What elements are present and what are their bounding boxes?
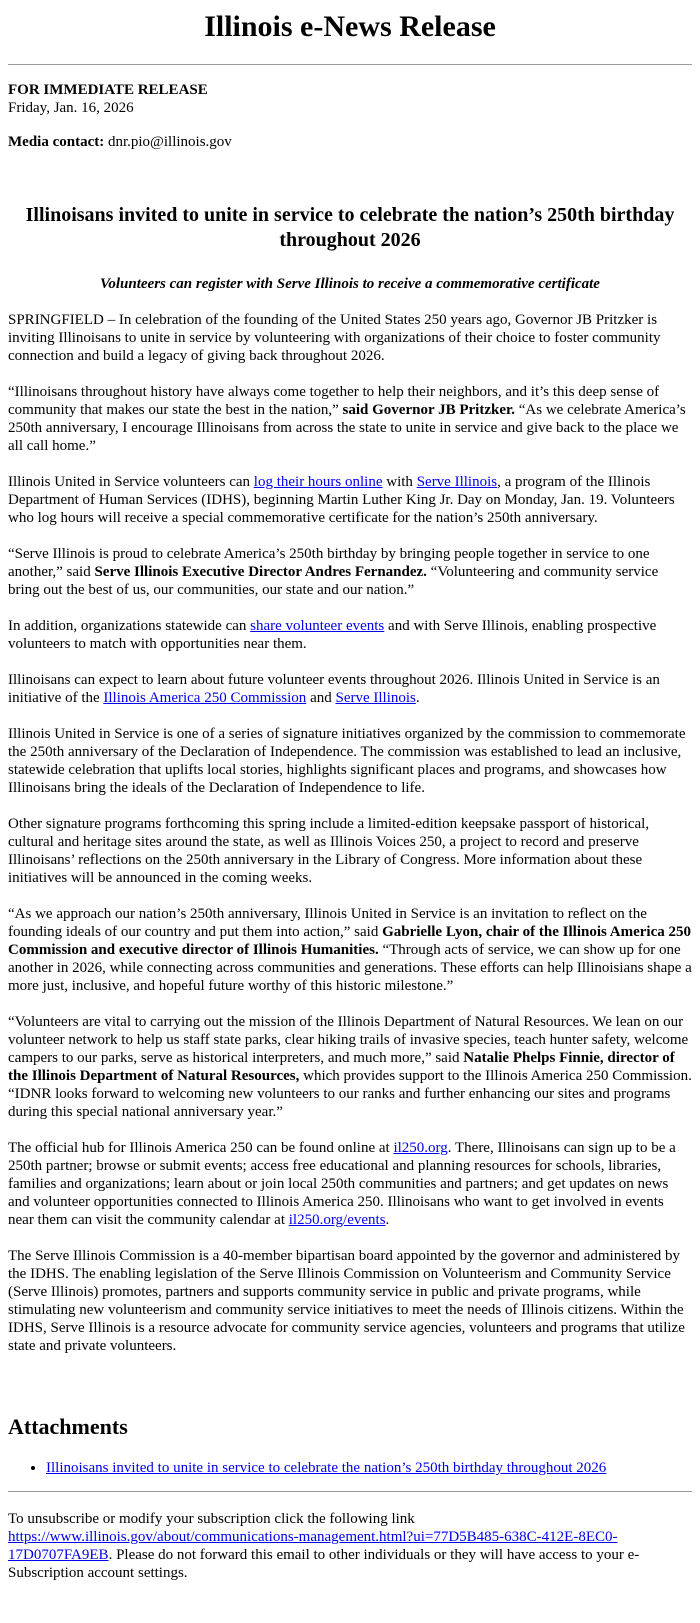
paragraph-text: The official hub for Illinois America 250 can be found online at: [8, 1140, 390, 1156]
release-meta: [8, 81, 692, 151]
quote-text: “As we approach our nation’s 250th anniversary, Illinois United in Service is an invitation to reflect on the founding ideals of our country and put them into action,” said: [8, 906, 647, 940]
paragraph-9: [8, 905, 692, 995]
paragraph-7: Illinois United in Service is one of a series of signature initiatives organized by the commission to commemorate the 250th anniversary of the Declaration of Independence. The commission was established to lead an inclusive, statewide celebration that uplifts local stories, highlights significant places and programs, and showcases how Illinoisans bring the ideals of the Declaration of Independence to life.: [8, 726, 686, 796]
paragraph-10: [8, 1013, 692, 1121]
quote-text: “Illinoisans throughout history have always come together to help their neighbors, and it’s this deep sense of community that makes our state the best in the nation,”: [8, 384, 660, 418]
release-label: FOR IMMEDIATE RELEASE: [8, 82, 208, 98]
article-subhead: Volunteers can register with Serve Illinois to receive a commemorative certificate: [100, 276, 600, 292]
paragraph-4: [8, 545, 692, 599]
paragraph-8: Other signature programs forthcoming this spring include a limited-edition keepsake passport of historical, cultural and heritage sites around the state, as well as Illinois Voices 250, a project to record and preserve Illinoisans’ reflections on the 250th anniversary in the Library of Congress. More information about these initiatives will be announced in the coming weeks.: [8, 816, 650, 886]
paragraph-text: with: [386, 474, 413, 490]
footer: [8, 1510, 692, 1582]
quote-text: “Through acts of service, we can show up for one another in 2026, while connecting across communities and generations. These efforts can help Illinoisians shape a more just, inclusive, and hopeful future worthy of this historic milestone.”: [8, 942, 692, 994]
paragraph-2: [8, 383, 692, 455]
attachment-link[interactable]: Illinoisans invited to unite in service to celebrate the nation’s 250th birthday throughout 2026: [46, 1460, 607, 1476]
unsubscribe-link[interactable]: https://www.illinois.gov/about/communications-management.html?ui=77D5B485-638C-412E-8EC0-17D0707FA9EB: [8, 1529, 618, 1563]
quote-text: “Volunteers are vital to carrying out the mission of the Illinois Department of Natural Resources. We lean on our volunteer network to help us staff state parks, clear hiking trails of invasive species, teach hunter safety, welcome campers to our parks, serve as historical interpreters, and much more,” said: [8, 1014, 689, 1066]
il250-events-link[interactable]: il250.org/events: [288, 1212, 386, 1228]
paragraph-text: In addition, organizations statewide can: [8, 618, 247, 634]
paragraph-text: , a program of the Illinois Department of Human Services (IDHS), beginning Martin Luther King Jr. Day on Monday, Jan. 19. Volunteers who log hours will receive a special commemorative certificate for the nation’s 250th anniversary.: [8, 474, 675, 526]
paragraph-1: SPRINGFIELD – In celebration of the founding of the United States 250 years ago, Governor JB Pritzker is inviting Illinoisans to unite in service by volunteering with organizations of their choice to foster community connection and build a legacy of giving back throughout 2026.: [8, 312, 661, 364]
header-divider: [8, 64, 692, 65]
attachment-item: [46, 1459, 692, 1477]
quote-text: which provides support to the Illinois America 250 Commission. “IDNR looks forward to welcoming new volunteers to our ranks and further enhancing our sites and programs during this special national anniversary year.”: [8, 1068, 692, 1120]
paragraph-text: . There, Illinoisans can sign up to be a 250th partner; browse or submit events; access free educational and planning resources for schools, libraries, families and organizations; learn about or join local 250th communities and partners; and get updates on news and volunteer opportunities connected to Illinois America 250. Illinoisans who want to get involved in events near them can visit the community calendar at: [8, 1140, 676, 1228]
attachments-heading: Attachments: [8, 1414, 128, 1439]
paragraph-text: Illinois United in Service volunteers can: [8, 474, 251, 490]
article-body: [8, 311, 692, 1355]
quote-text: “Volunteering and community service bring out the best of us, our communities, our state and our nation.”: [8, 564, 659, 598]
paragraph-3: [8, 473, 692, 527]
article-headline: Illinoisans invited to unite in service to celebrate the nation’s 250th birthday throughout 2026: [25, 204, 675, 251]
quote-text: “Serve Illinois is proud to celebrate America’s 250th birthday by bringing people together in service to one another,” said: [8, 546, 650, 580]
serve-illinois-link[interactable]: Serve Illinois: [335, 690, 416, 706]
speaker-name: Natalie Phelps Finnie, director of the Illinois Department of Natural Resources,: [8, 1050, 675, 1084]
attachments-list: [8, 1459, 692, 1477]
log-hours-link[interactable]: log their hours online: [253, 474, 383, 490]
footer-divider: [8, 1491, 692, 1492]
quote-text: “As we celebrate America’s 250th anniversary, I encourage Illinoisans from across the state to unite in service and give back to the place we all call home.”: [8, 402, 686, 454]
media-contact: [8, 133, 692, 151]
footer-text: To unsubscribe or modify your subscription click the following link: [8, 1511, 415, 1527]
page-title: Illinois e-News Release: [204, 10, 496, 43]
media-contact-label: Media contact:: [8, 134, 105, 150]
media-contact-email: dnr.pio@illinois.gov: [107, 134, 232, 150]
paragraph-text: .: [385, 1212, 390, 1228]
footer-text: . Please do not forward this email to other individuals or they will have access to your e-Subscription account settings.: [8, 1547, 640, 1581]
paragraph-12: The Serve Illinois Commission is a 40-member bipartisan board appointed by the governor and administered by the IDHS. The enabling legislation of the Serve Illinois Commission on Volunteerism and Community Service (Serve Illinois) promotes, partners and supports community service in public and private programs, while stimulating new volunteerism and community service initiatives to meet the needs of Illinois citizens. Within the IDHS, Serve Illinois is a resource advocate for community service agencies, volunteers and programs that utilize state and private volunteers.: [8, 1248, 685, 1354]
share-volunteer-events-link[interactable]: share volunteer events: [250, 618, 385, 634]
il250-link[interactable]: il250.org: [393, 1140, 448, 1156]
speaker-name: Gabrielle Lyon, chair of the Illinois America 250 Commission and executive director of Illinois Humanities.: [8, 924, 691, 958]
paragraph-6: [8, 671, 692, 707]
serve-illinois-link[interactable]: Serve Illinois: [416, 474, 498, 490]
speaker-name: said Governor JB Pritzker.: [342, 402, 516, 418]
america-250-commission-link[interactable]: Illinois America 250 Commission: [103, 690, 307, 706]
paragraph-5: [8, 617, 692, 653]
release-date: Friday, Jan. 16, 2026: [8, 100, 134, 116]
paragraph-11: [8, 1139, 692, 1229]
speaker-name: Serve Illinois Executive Director Andres Fernandez.: [94, 564, 427, 580]
paragraph-text: .: [415, 690, 420, 706]
paragraph-text: Illinoisans can expect to learn about future volunteer events throughout 2026. Illinois United in Service is an initiative of the: [8, 672, 660, 706]
paragraph-text: and with Serve Illinois, enabling prospective volunteers to match with opportunities near them.: [8, 618, 657, 652]
paragraph-text: and: [310, 690, 332, 706]
